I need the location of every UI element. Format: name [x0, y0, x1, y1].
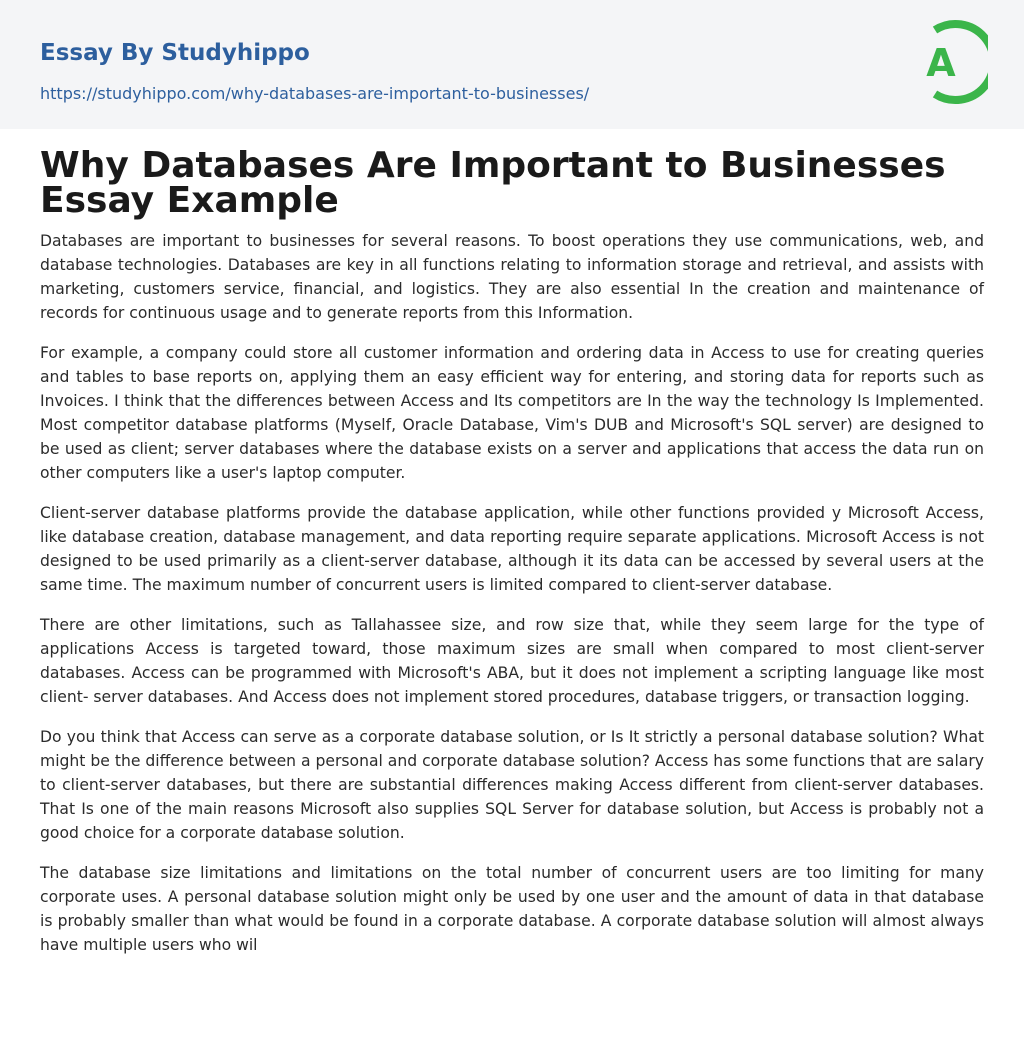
- brand-title[interactable]: Essay By Studyhippo: [40, 40, 310, 66]
- essay-paragraph: Databases are important to businesses for several reasons. To boost operations they use communications, web, and database technologies. Databases are key in all functions relating to information storage and retrieval, and assists with marketing, customers service, financial, and logistics. They are also essential In the creation and maintenance of records for continuous usage and to generate reports from this Information.: [40, 232, 984, 322]
- site-header: [0, 0, 1024, 129]
- essay-paragraph: Do you think that Access can serve as a corporate database solution, or Is It strictly a personal database solution? What might be the difference between a personal and corporate database solution? Access has some functions that are salary to client-server databases, but there are substantial differences making Access different from client-server databases. That Is one of the main reasons Microsoft also supplies SQL Server for database solution, but Access is probably not a good choice for a corporate database solution.: [40, 728, 984, 842]
- essay-paragraph: For example, a company could store all customer information and ordering data in Access to use for creating queries and tables to base reports on, applying them an easy efficient way for entering, and storing data for reports such as Invoices. I think that the differences between Access and Its competitors are In the way the technology Is Implemented. Most competitor database platforms (Myself, Oracle Database, Vim's DUB and Microsoft's SQL server) are designed to be used as client; server databases where the database exists on a server and applications that access the data run on other computers like a user's laptop computer.: [40, 344, 984, 482]
- essay-paragraph: There are other limitations, such as Tallahassee size, and row size that, while they seem large for the type of applications Access is targeted toward, those maximum sizes are small when compared to most client-server databases. Access can be programmed with Microsoft's ABA, but it does not implement a scripting language like most client- server databases. And Access does not implement stored procedures, database triggers, or transaction logging.: [40, 616, 984, 706]
- studyhippo-logo-icon[interactable]: [908, 18, 988, 106]
- logo-letter: A: [926, 41, 956, 85]
- essay-paragraph: The database size limitations and limitations on the total number of concurrent users are too limiting for many corporate uses. A personal database solution might only be used by one user and the amount of data in that database is probably smaller than what would be found in a corporate database. A corporate database solution will almost always have multiple users who wil: [40, 864, 984, 954]
- essay-body: [40, 229, 984, 973]
- essay-url-link[interactable]: https://studyhippo.com/why-databases-are-important-to-businesses/: [40, 84, 590, 103]
- essay-paragraph: Client-server database platforms provide the database application, while other functions provided y Microsoft Access, like database creation, database management, and data reporting require separate applications. Microsoft Access is not designed to be used primarily as a client-server database, although it its data can be accessed by several users at the same time. The maximum number of concurrent users is limited compared to client-server database.: [40, 504, 984, 594]
- page-title: Why Databases Are Important to Businesses Essay Example: [40, 145, 946, 221]
